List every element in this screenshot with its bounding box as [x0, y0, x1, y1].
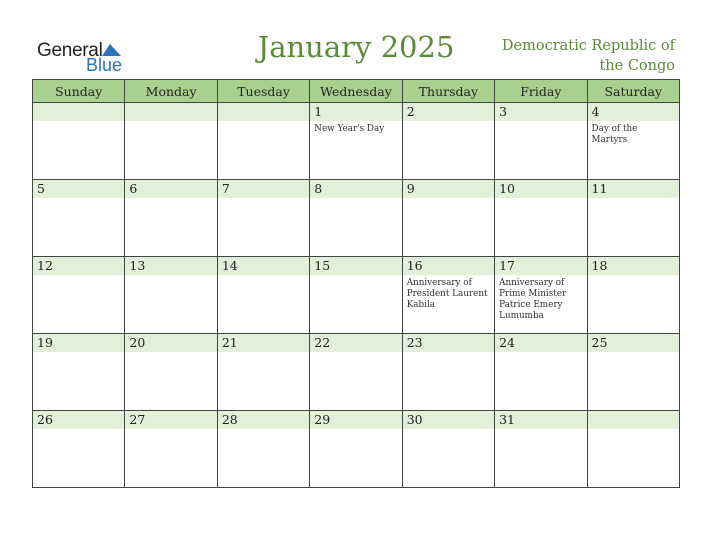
day-number: 12: [33, 257, 124, 275]
day-cell: [217, 257, 309, 334]
day-cell: [310, 103, 402, 180]
holiday-label: Anniversary of Prime Minister Patrice Emery Lumumba: [499, 278, 567, 321]
day-number: 10: [495, 180, 586, 198]
holiday-label: [403, 352, 494, 355]
day-cell: [217, 411, 309, 488]
weekday-header-row: [33, 80, 680, 103]
holiday-label: [588, 429, 679, 432]
holiday-label: New Year's Day: [314, 124, 385, 134]
day-cell: [587, 103, 679, 180]
week-row: [33, 411, 680, 488]
holiday-label: [403, 121, 494, 124]
day-number: 23: [403, 334, 494, 352]
day-cell: [587, 411, 679, 488]
day-cell: [587, 180, 679, 257]
holiday-label: [33, 275, 124, 278]
day-cell: [495, 103, 587, 180]
day-number: 14: [218, 257, 309, 275]
weekday-header: Sunday: [33, 80, 125, 103]
weekday-header: Thursday: [402, 80, 494, 103]
day-number: 24: [495, 334, 586, 352]
day-number: 25: [588, 334, 679, 352]
weekday-header: Friday: [495, 80, 587, 103]
day-number: [218, 103, 309, 121]
weekday-header: Wednesday: [310, 80, 402, 103]
day-number: 28: [218, 411, 309, 429]
week-row: [33, 103, 680, 180]
day-number: 22: [310, 334, 401, 352]
day-cell: [310, 411, 402, 488]
holiday-label: [588, 275, 679, 278]
day-number: 31: [495, 411, 586, 429]
holiday-label: [495, 352, 586, 355]
day-number: 26: [33, 411, 124, 429]
country-name: Democratic Republic of the Congo: [501, 38, 675, 74]
weekday-header: Saturday: [587, 80, 679, 103]
holiday-label: [218, 429, 309, 432]
holiday-label: [495, 429, 586, 432]
day-number: 8: [310, 180, 401, 198]
day-number: 30: [403, 411, 494, 429]
holiday-label: [310, 352, 401, 355]
week-row: [33, 334, 680, 411]
holiday-label: [218, 121, 309, 124]
day-number: 18: [588, 257, 679, 275]
weekday-header: Tuesday: [217, 80, 309, 103]
holiday-label: [218, 275, 309, 278]
holiday-label: [310, 275, 401, 278]
day-number: 11: [588, 180, 679, 198]
holiday-label: [125, 121, 216, 124]
logo-text-blue: Blue: [86, 55, 123, 75]
holiday-label: [588, 352, 679, 355]
day-number: 17: [495, 257, 586, 275]
day-cell: [495, 411, 587, 488]
day-cell: [125, 103, 217, 180]
day-number: 15: [310, 257, 401, 275]
day-cell: [495, 257, 587, 334]
day-cell: [33, 257, 125, 334]
day-cell: [402, 334, 494, 411]
day-cell: [125, 411, 217, 488]
day-cell: [495, 180, 587, 257]
week-row: [33, 257, 680, 334]
calendar-title: January 2025: [257, 30, 455, 64]
day-cell: [495, 334, 587, 411]
day-number: 1: [310, 103, 401, 121]
day-number: 20: [125, 334, 216, 352]
day-cell: [217, 103, 309, 180]
day-number: 6: [125, 180, 216, 198]
day-cell: [33, 411, 125, 488]
day-cell: [125, 257, 217, 334]
day-number: 29: [310, 411, 401, 429]
holiday-label: [495, 198, 586, 201]
holiday-label: [403, 198, 494, 201]
week-row: [33, 180, 680, 257]
day-number: 3: [495, 103, 586, 121]
day-cell: [125, 180, 217, 257]
day-number: 27: [125, 411, 216, 429]
day-number: 4: [588, 103, 679, 121]
holiday-label: [33, 429, 124, 432]
holiday-label: [218, 198, 309, 201]
holiday-label: [125, 275, 216, 278]
weekday-header: Monday: [125, 80, 217, 103]
day-cell: [33, 103, 125, 180]
holiday-label: Day of the Martyrs: [591, 124, 638, 145]
day-cell: [310, 334, 402, 411]
day-cell: [587, 257, 679, 334]
day-cell: [33, 180, 125, 257]
day-cell: [310, 180, 402, 257]
day-number: 7: [218, 180, 309, 198]
day-number: 9: [403, 180, 494, 198]
day-cell: [125, 334, 217, 411]
holiday-label: [33, 352, 124, 355]
day-number: 16: [403, 257, 494, 275]
day-number: [125, 103, 216, 121]
holiday-label: [125, 429, 216, 432]
day-cell: [217, 180, 309, 257]
holiday-label: [218, 352, 309, 355]
day-cell: [402, 180, 494, 257]
holiday-label: [588, 198, 679, 201]
holiday-label: [125, 198, 216, 201]
day-cell: [587, 334, 679, 411]
holiday-label: [495, 121, 586, 124]
day-cell: [217, 334, 309, 411]
day-cell: [402, 411, 494, 488]
holiday-label: [403, 429, 494, 432]
holiday-label: Anniversary of President Laurent Kabila: [406, 278, 488, 310]
day-number: 2: [403, 103, 494, 121]
holiday-label: [33, 121, 124, 124]
day-number: 13: [125, 257, 216, 275]
holiday-label: [125, 352, 216, 355]
holiday-label: [310, 198, 401, 201]
day-cell: [402, 103, 494, 180]
holiday-label: [33, 198, 124, 201]
day-number: 19: [33, 334, 124, 352]
day-cell: [402, 257, 494, 334]
holiday-label: [310, 429, 401, 432]
day-cell: [310, 257, 402, 334]
day-number: [33, 103, 124, 121]
calendar-grid: [32, 79, 680, 488]
day-cell: [33, 334, 125, 411]
day-number: [588, 411, 679, 429]
logo-text-general: General: [37, 40, 103, 61]
day-number: 21: [218, 334, 309, 352]
day-number: 5: [33, 180, 124, 198]
